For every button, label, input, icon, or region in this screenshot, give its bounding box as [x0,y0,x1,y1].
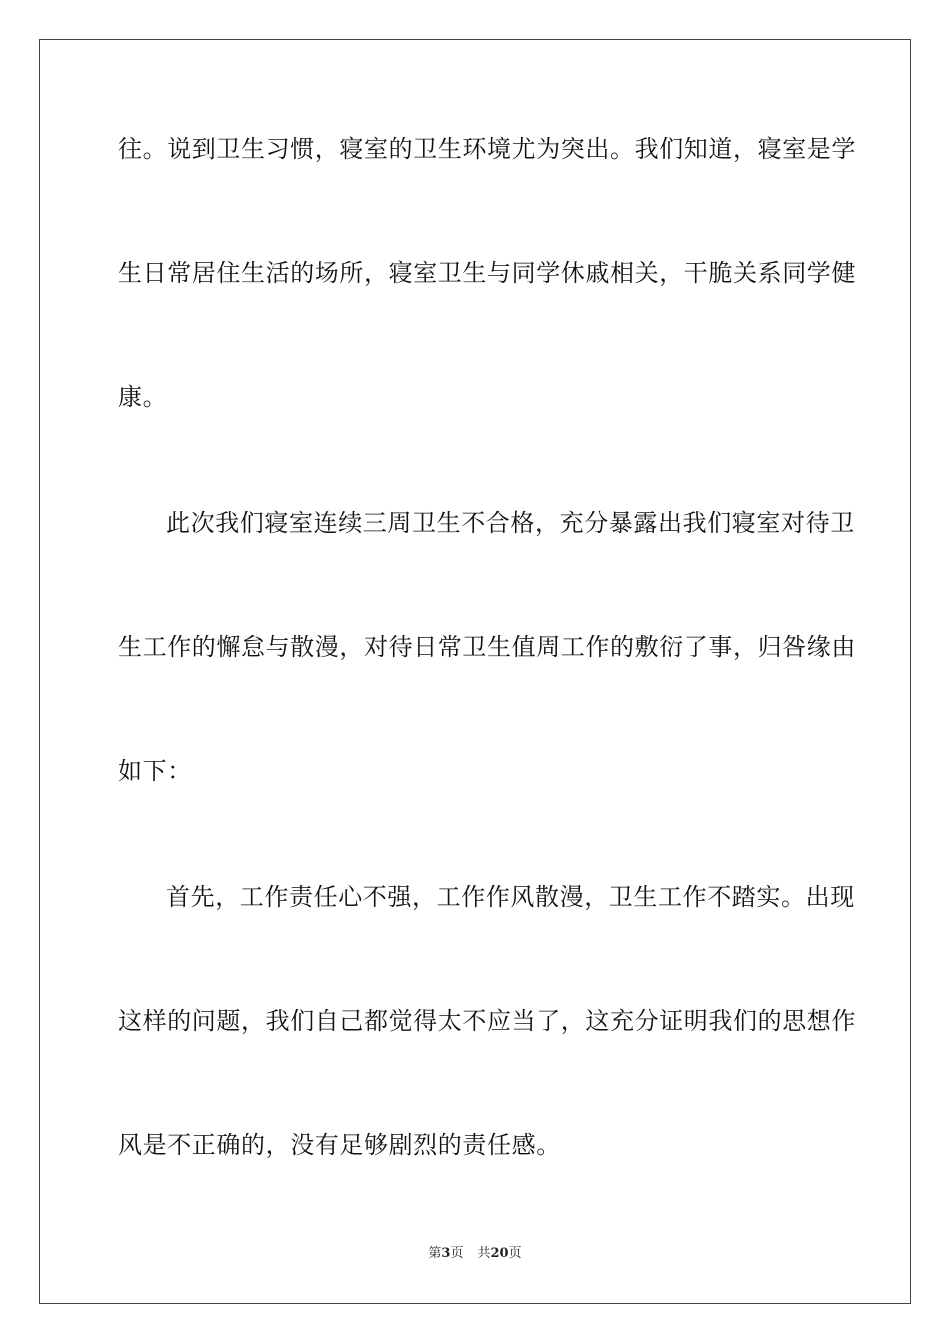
page-border [39,39,911,1304]
page-suffix: 页 [450,1246,464,1261]
body-text-line: 往。说到卫生习惯，寝室的卫生环境尤为突出。我们知道，寝室是学 [118,135,856,163]
body-text-line: 生日常居住生活的场所，寝室卫生与同学休戚相关，干脆关系同学健 [118,259,856,287]
body-text-line: 如下： [118,757,192,785]
total-suffix: 页 [508,1246,522,1261]
page-number: 3 [441,1246,451,1261]
paragraph-first-line: 此次我们寝室连续三周卫生不合格，充分暴露出我们寝室对待卫 [166,509,855,537]
total-pages: 20 [490,1246,509,1261]
body-text-line: 生工作的懈怠与散漫，对待日常卫生值周工作的敷衍了事，归咎缘由 [118,633,856,661]
body-text-line: 风是不正确的，没有足够剧烈的责任感。 [118,1131,561,1159]
body-text-line: 这样的问题，我们自己都觉得太不应当了，这充分证明我们的思想作 [118,1007,856,1035]
body-text-line: 康。 [118,383,168,411]
page-footer [0,1245,950,1263]
total-prefix: 共 [477,1246,491,1261]
page-prefix: 第 [428,1246,442,1261]
paragraph-first-line: 首先，工作责任心不强，工作作风散漫，卫生工作不踏实。出现 [166,883,855,911]
